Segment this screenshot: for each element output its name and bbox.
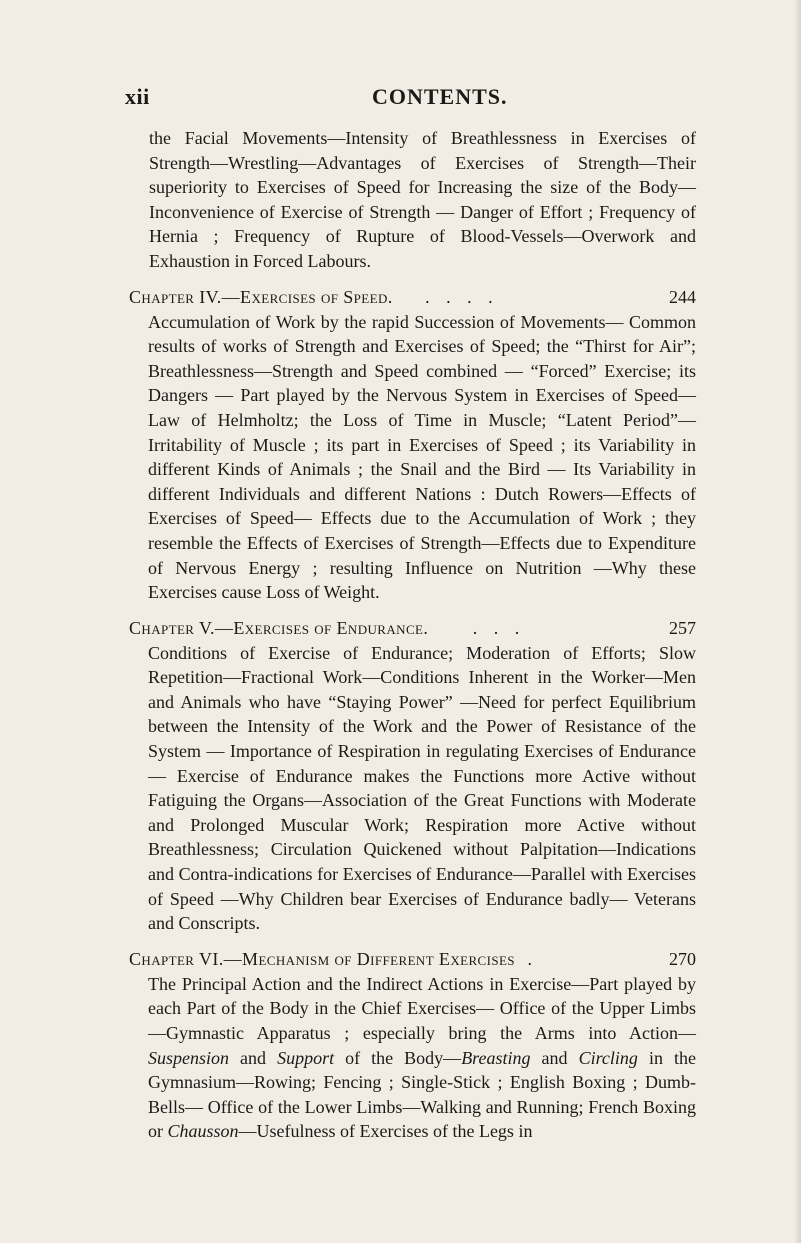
chapter-title: Exercises of Endurance. [233,617,429,638]
summary-text: The Principal Action and the Indirect Actions in Exercise—Part played by each Part of the Body in the Chief Exercises— Office of the Upper Limbs—Gymnastic Apparatus ; especially bring the Arms into Action— [148,973,696,1043]
chapter-summary: Conditions of Exercise of Endurance; Moderation of Efforts; Slow Repetition—Fractional Work—Conditions Inherent in the Worker—Men and Animals who have “Staying Power” —Need for perfect Equilibrium between the Intensity of the Work and the Power of Resistance of the System — Importance of Respiration in regulating Exercises of Endurance— Exercise of Endurance makes the Functions more Active without Fatiguing the Organs—Association of the Great Functions with Moderate and Prolonged Muscular Work; Respiration more Active without Breathlessness; Circulation Quickened without Palpitation—Indications and Contra-indications for Exercises of Endurance—Parallel with Exercises of Speed —Why Children bear Exercises of Endurance badly— Veterans and Conscripts. [148,642,696,934]
summary-text: and [229,1047,278,1068]
chapter-title: Mechanism of Different Exercises [242,948,515,969]
chapter-heading [129,284,696,310]
summary-text: in the Gymnasium—Rowing; Fencing ; Single-Stick ; English Boxing ; Dumb-Bells— Office of the Lower Limbs—Walking and Running; French Boxing or [148,1047,696,1142]
dot-leader: . [527,948,538,969]
page-title: CONTENTS. [372,84,508,109]
summary-italic-term: Suspension [148,1047,229,1068]
chapter-page-number: 244 [669,286,696,307]
chapter-page-number: 270 [669,948,696,969]
summary-italic-term: Circling [578,1047,638,1068]
dot-leader: . . . [472,617,526,638]
summary-text: —Usefulness of Exercises of the Legs in [238,1121,533,1142]
summary-italic-term: Breasting [461,1047,531,1068]
chapter-entry-iv [129,284,696,605]
continuation-paragraph: the Facial Movements—Intensity of Breathlessness in Exercises of Strength—Wrestling—Advantages of Exercises of Strength—Their superiority to Exercises of Speed for Increasing the size of the Body—Inconvenience of Exercise of Strength — Danger of Effort ; Frequency of Hernia ; Frequency of Rupture of Blood-Vessels—Overwork and Exhaustion in Forced Labours. [149,128,696,271]
chapter-entry-v [129,615,696,936]
chapter-summary [148,972,696,1144]
chapter-heading [129,615,696,641]
chapter-heading [129,946,696,972]
running-head [0,84,801,110]
page-number: xii [125,84,150,109]
summary-italic-term: Chausson [167,1121,239,1142]
contents-body [129,126,696,1144]
summary-text: and [530,1047,579,1068]
chapter-label: Chapter V.— [129,617,234,638]
page-edge [795,0,801,1243]
chapter-entry-vi [129,946,696,1144]
chapter-summary: Accumulation of Work by the rapid Succession of Movements— Common results of works of Strength and Exercises of Speed; the “Thirst for Air”; Breathlessness—Strength and Speed combined — “Forced” Exercise; its Dangers — Part played by the Nervous System in Exercises of Speed—Law of Helmholtz; the Loss of Time in Muscle; “Latent Period”— Irritability of Muscle ; its part in Exercises of Speed ; its Variability in different Kinds of Animals ; the Snail and the Bird — Its Variability in different Individuals and different Nations : Dutch Rowers—Effects of Exercises of Speed— Effects due to the Accumulation of Work ; they resemble the Effects of Exercises of Strength—Effects due to Expenditure of Nervous Energy ; resulting Influence on Nutrition —Why these Exercises cause Loss of Weight. [148,311,696,603]
dot-leader: . . . . [425,286,499,307]
chapter-label: Chapter VI.— [129,948,243,969]
chapter-title: Exercises of Speed. [240,286,393,307]
chapter-label: Chapter IV.— [129,286,241,307]
chapter-page-number: 257 [669,617,696,638]
summary-text: of the Body— [334,1047,462,1068]
summary-italic-term: Support [277,1047,335,1068]
